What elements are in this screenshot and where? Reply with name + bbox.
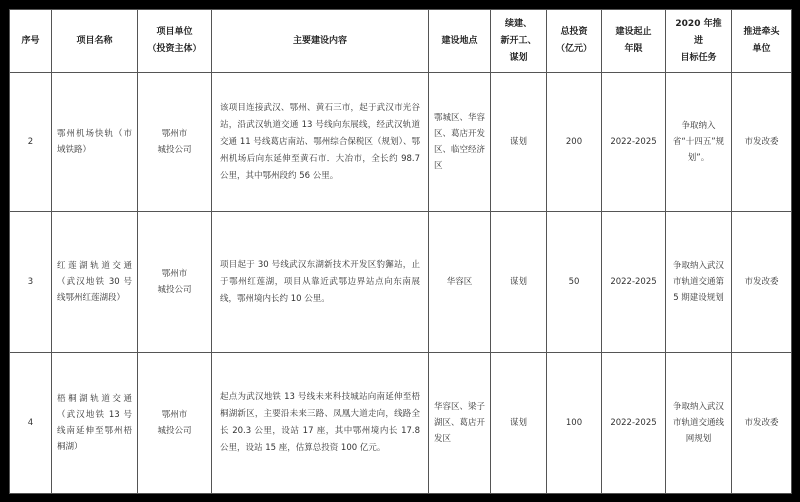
header-period: 建设起止 年限: [602, 10, 666, 73]
cell-seq: 3: [10, 212, 52, 353]
cell-investment: 50: [547, 212, 602, 353]
header-lead: 推进牵头 单位: [732, 10, 792, 73]
cell-status: 谋划: [491, 353, 547, 494]
header-seq: 序号: [10, 10, 52, 73]
cell-task: 争取纳入省“十四五”规划”。: [666, 73, 732, 212]
header-location: 建设地点: [429, 10, 491, 73]
header-name: 项目名称: [52, 10, 138, 73]
cell-task: 争取纳入武汉市轨道交通第 5 期建设规划: [666, 212, 732, 353]
cell-task: 争取纳入武汉市轨道交通线网规划: [666, 353, 732, 494]
cell-content: 该项目连接武汉、鄂州、黄石三市，起于武汉市光谷站，沿武汉轨道交通 13 号线向东展线，经武汉轨道交通 11 号线葛店南站、鄂州综合保税区（规划）、鄂州机场后向东延伸至黄石市．大冶市，全长约 98.7 公里，其中鄂州段约 56 公里。: [212, 73, 429, 212]
cell-seq: 4: [10, 353, 52, 494]
cell-lead: 市发改委: [732, 353, 792, 494]
table-row: [10, 73, 792, 212]
header-status: 续建、 新开工、 谋划: [491, 10, 547, 73]
cell-name: 鄂州机场快轨（市域铁路）: [52, 73, 138, 212]
project-table: [9, 9, 792, 494]
cell-location: 华容区: [429, 212, 491, 353]
cell-location: 鄂城区、华容区、葛店开发区、临空经济区: [429, 73, 491, 212]
cell-name: 梧桐湖轨道交通（武汉地铁 13 号线南延伸至鄂州梧桐湖）: [52, 353, 138, 494]
cell-content: 起点为武汉地铁 13 号线未来科技城站向南延伸至梧桐湖新区，主要沿未来三路、凤凰大道走向，线路全长 20.3 公里，设站 17 座，其中鄂州境内长 17.8 公里，设站 15 座，估算总投资 100 亿元。: [212, 353, 429, 494]
cell-unit: 鄂州市 城投公司: [138, 212, 212, 353]
cell-status: 谋划: [491, 212, 547, 353]
table-header-row: [10, 10, 792, 73]
header-content: 主要建设内容: [212, 10, 429, 73]
table-row: [10, 353, 792, 494]
header-investment: 总投资 （亿元）: [547, 10, 602, 73]
cell-location: 华容区、梁子湖区、葛店开发区: [429, 353, 491, 494]
cell-content: 项目起于 30 号线武汉东湖新技术开发区豹獬站，止于鄂州红莲湖，项目从靠近武鄂边界站点向东南展线，鄂州境内长约 10 公里。: [212, 212, 429, 353]
table-row: [10, 212, 792, 353]
header-task: 2020 年推 进 目标任务: [666, 10, 732, 73]
cell-investment: 100: [547, 353, 602, 494]
header-unit: 项目单位 （投资主体）: [138, 10, 212, 73]
document-page: [9, 9, 792, 494]
cell-status: 谋划: [491, 73, 547, 212]
cell-unit: 鄂州市 城投公司: [138, 353, 212, 494]
cell-period: 2022-2025: [602, 73, 666, 212]
cell-unit: 鄂州市 城投公司: [138, 73, 212, 212]
cell-seq: 2: [10, 73, 52, 212]
cell-period: 2022-2025: [602, 353, 666, 494]
cell-lead: 市发改委: [732, 212, 792, 353]
cell-period: 2022-2025: [602, 212, 666, 353]
cell-name: 红莲湖轨道交通（武汉地铁 30 号线鄂州红莲湖段）: [52, 212, 138, 353]
cell-lead: 市发改委: [732, 73, 792, 212]
cell-investment: 200: [547, 73, 602, 212]
